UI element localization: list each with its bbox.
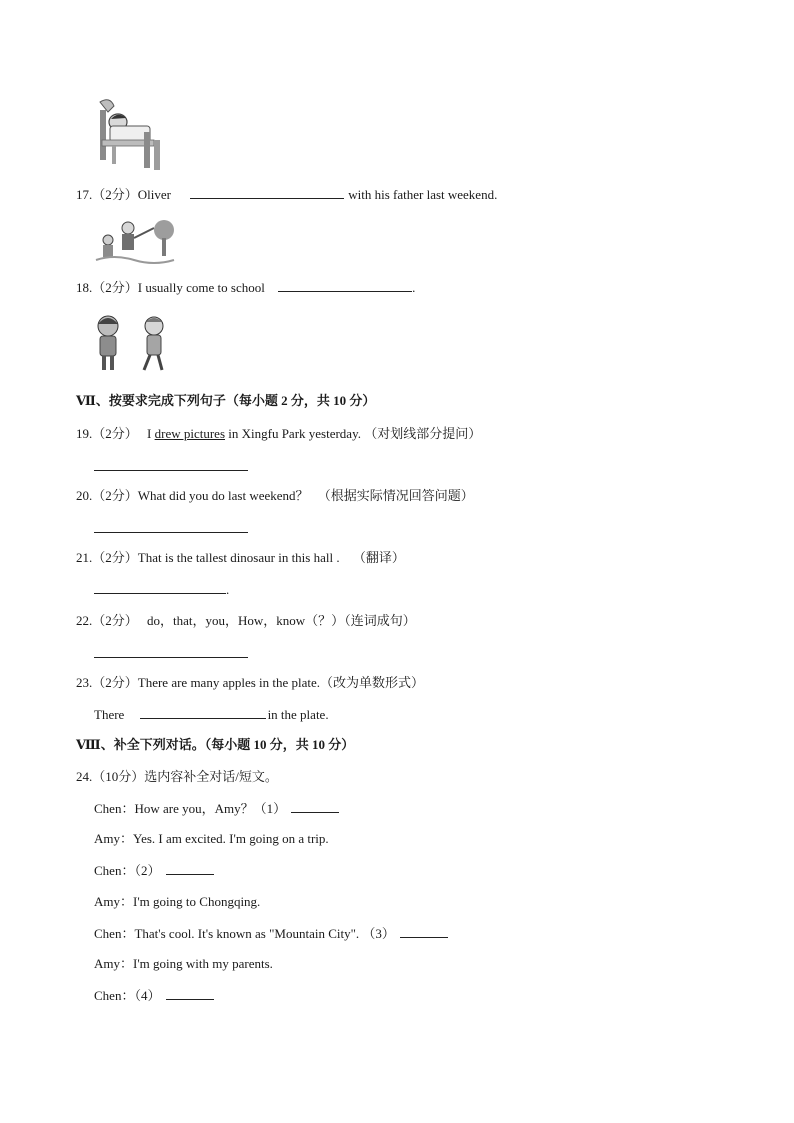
question-text: I bbox=[147, 426, 152, 441]
answer-blank[interactable] bbox=[140, 706, 266, 719]
question-number: 22. bbox=[76, 613, 93, 628]
question-text: in Xingfu Park yesterday. bbox=[228, 426, 361, 441]
question-20 bbox=[76, 488, 474, 504]
sick-in-bed-illustration bbox=[92, 96, 164, 174]
answer-blank[interactable] bbox=[291, 800, 339, 813]
activity-with-father-illustration bbox=[94, 214, 180, 266]
answer-line-20[interactable] bbox=[94, 532, 248, 533]
answer-blank[interactable] bbox=[400, 925, 448, 938]
walking-to-school-illustration bbox=[90, 312, 174, 376]
dialogue-line bbox=[94, 925, 448, 942]
question-instruction: （根据实际情况回答问题） bbox=[317, 488, 474, 503]
question-18 bbox=[76, 279, 415, 296]
dialogue-text: （4） bbox=[134, 988, 161, 1003]
dialogue-line bbox=[94, 800, 339, 817]
speaker: Amy： bbox=[94, 956, 134, 971]
question-score: （2分） bbox=[92, 675, 138, 690]
dialogue-text: （2） bbox=[134, 863, 161, 878]
question-text: That is the tallest dinosaur in this hall . bbox=[137, 550, 340, 565]
dialogue-line bbox=[94, 956, 273, 972]
dialogue-text: Yes. I am excited. I'm going on a trip. bbox=[133, 831, 329, 846]
dialogue-text: That's cool. It's known as "Mountain City". （3） bbox=[134, 926, 395, 941]
question-22 bbox=[76, 613, 416, 629]
question-text: What did you do last weekend？ bbox=[137, 488, 309, 503]
question-19 bbox=[76, 426, 481, 442]
question-instruction: （对划线部分提问） bbox=[364, 426, 482, 441]
question-number: 24. bbox=[76, 769, 93, 784]
question-23 bbox=[76, 675, 424, 691]
speaker: Chen： bbox=[94, 926, 135, 941]
section-8-title: Ⅷ、补全下列对话。（每小题 10 分，共 10 分） bbox=[76, 737, 355, 752]
answer-prefix: There bbox=[94, 707, 125, 722]
answer-blank[interactable] bbox=[94, 581, 226, 594]
question-instruction: （连词成句） bbox=[344, 613, 416, 628]
question-text: There are many apples in the plate. bbox=[137, 675, 321, 690]
underlined-phrase: drew pictures bbox=[154, 426, 225, 441]
dialogue-text: I'm going to Chongqing. bbox=[133, 894, 261, 909]
dialogue-text: How are you，Amy？（1） bbox=[134, 801, 287, 816]
question-score: （2分） bbox=[92, 488, 138, 503]
answer-blank[interactable] bbox=[166, 862, 214, 875]
speaker: Amy： bbox=[94, 831, 134, 846]
question-instruction: （改为单数形式） bbox=[320, 675, 425, 690]
question-text: . bbox=[412, 280, 416, 295]
answer-line-22[interactable] bbox=[94, 657, 248, 658]
question-number: 20. bbox=[76, 488, 93, 503]
dialogue-line bbox=[94, 862, 214, 879]
answer-blank[interactable] bbox=[190, 186, 344, 199]
question-score: （2分） bbox=[92, 613, 138, 628]
speaker: Chen： bbox=[94, 801, 135, 816]
question-score: （2分） bbox=[92, 426, 138, 441]
question-score: （2分） bbox=[92, 187, 138, 202]
question-24 bbox=[76, 769, 278, 785]
dialogue-text: I'm going with my parents. bbox=[133, 956, 273, 971]
scrambled-words: do，that，you，How，know（？） bbox=[147, 613, 345, 628]
answer-row-21 bbox=[94, 581, 229, 598]
question-instruction: 选内容补全对话/短文。 bbox=[144, 769, 278, 784]
dialogue-line bbox=[94, 831, 329, 847]
question-17 bbox=[76, 186, 497, 203]
answer-row-23 bbox=[94, 706, 329, 723]
question-number: 19. bbox=[76, 426, 93, 441]
dialogue-line bbox=[94, 894, 260, 910]
dialogue-line bbox=[94, 987, 214, 1004]
answer-line-19[interactable] bbox=[94, 470, 248, 471]
sentence-end: . bbox=[226, 582, 230, 597]
answer-blank[interactable] bbox=[278, 279, 412, 292]
speaker: Chen： bbox=[94, 863, 135, 878]
question-score: （2分） bbox=[92, 550, 138, 565]
question-number: 21. bbox=[76, 550, 93, 565]
speaker: Amy： bbox=[94, 894, 134, 909]
question-score: （2分） bbox=[92, 280, 138, 295]
question-score: （10分） bbox=[92, 769, 145, 784]
speaker: Chen： bbox=[94, 988, 135, 1003]
question-number: 18. bbox=[76, 280, 93, 295]
question-21 bbox=[76, 550, 405, 566]
question-text: I usually come to school bbox=[137, 280, 265, 295]
answer-suffix: in the plate. bbox=[267, 707, 329, 722]
answer-blank[interactable] bbox=[166, 987, 214, 1000]
question-number: 23. bbox=[76, 675, 93, 690]
question-text: Oliver bbox=[137, 187, 171, 202]
question-text: with his father last weekend. bbox=[348, 187, 498, 202]
question-number: 17. bbox=[76, 187, 93, 202]
section-7-title: Ⅶ、按要求完成下列句子（每小题 2 分，共 10 分） bbox=[76, 393, 376, 408]
question-instruction: （翻译） bbox=[352, 550, 405, 565]
